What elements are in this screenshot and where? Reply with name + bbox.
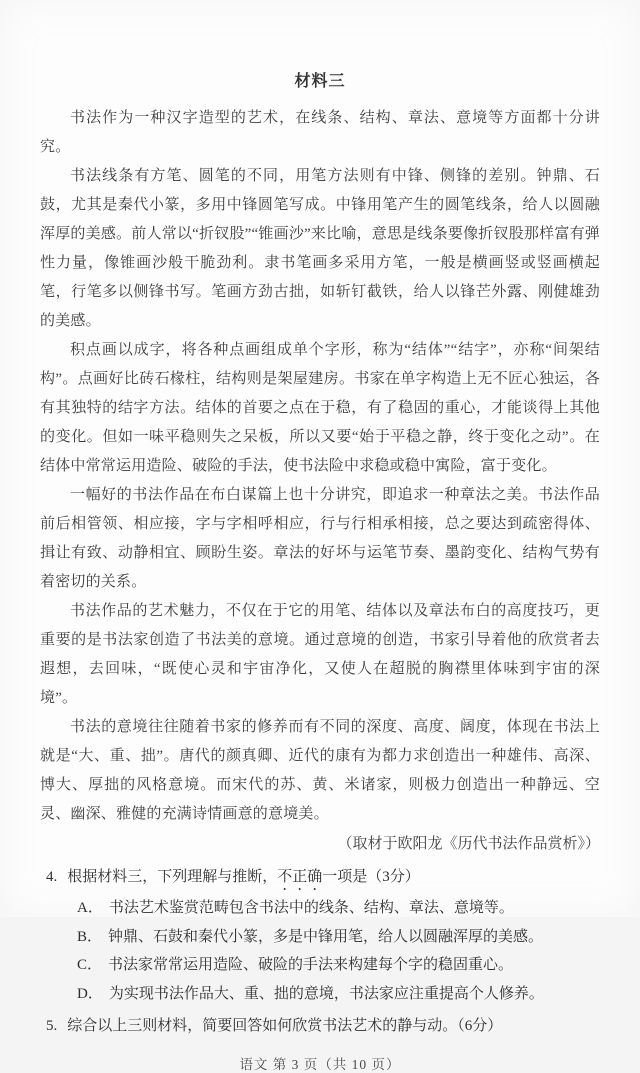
option-d-label: D． [77, 985, 103, 1002]
option-d-text: 为实现书法作品大、重、拙的意境，书法家应注重提高个人修养。 [108, 985, 544, 1002]
material-paragraph-4: 一幅好的书法作品在布白谋篇上也十分讲究，即追求一种章法之美。书法作品前后相管领、相应接，字与字相呼相应，行与行相承相接，总之要达到疏密得体、揖让有致、动静相宜、顾盼生姿。章法的好坏与运笔节奏、墨韵变化、结构气势有着密切的关系。 [40, 487, 600, 590]
question-5-number: 5. [46, 1018, 58, 1034]
option-a-label: A． [77, 900, 103, 916]
option-c-text: 书法家常常运用造险、破险的手法来构建每个字的稳固重心。 [108, 957, 514, 973]
material-paragraph-2: 书法线条有方笔、圆笔的不同，用笔方法则有中锋、侧锋的差别。钟鼎、石鼓，尤其是秦代小篆，多用中锋圆笔写成。中锋用笔产生的圆笔线条，给人以圆融浑厚的美感。前人常以“折钗股”“锥画沙”来比喻，意思是线条要像折钗股那样富有弹性力量，像锥画沙般干脆劲利。隶书笔画多采用方笔，一般是横画竖或竖画横起笔，行笔多以侧锋书写。笔画方劲古拙，如斩钉截铁，给人以锋芒外露、刚健雄劲的美感。 [40, 168, 600, 329]
source-attribution: （取材于欧阳龙《历代书法作品赏析》） [337, 836, 600, 852]
material-paragraph-1: 书法作为一种汉字造型的艺术，在线条、结构、章法、意境等方面都十分讲究。 [40, 110, 600, 155]
question-4-stem [40, 863, 600, 894]
question-4-option-d [40, 980, 600, 1009]
question-4 [40, 863, 600, 1008]
material-paragraph-5: 书法作品的艺术魅力，不仅在于它的用笔、结体以及章法布白的高度技巧，更重要的是书法家创造了书法美的意境。通过意境的创造，书家引导着他的欣赏者去遐想，去回味，“既使心灵和宇宙净化，又使人在超脱的胸襟里体味到宇宙的深境”。 [40, 603, 600, 706]
question-5-text: 综合以上三则材料，简要回答如何欣赏书法艺术的静与动。（6分） [67, 1018, 503, 1034]
question-4-option-a [40, 894, 600, 923]
option-a-text: 书法艺术鉴赏范畴包含书法中的线条、结构、章法、意境等。 [108, 900, 514, 916]
page-footer: 语文 第 3 页（共 10 页） [239, 1057, 401, 1072]
question-4-number: 4. [46, 869, 58, 885]
option-b-text: 钟鼎、石鼓和秦代小篆，多是中锋用笔，给人以圆融浑厚的美感。 [108, 928, 544, 945]
option-c-label: C． [77, 957, 103, 973]
material-title: 材料三 [294, 73, 346, 90]
question-4-option-b [40, 923, 600, 952]
question-4-option-c [40, 951, 600, 980]
question-4-stem-post: 一项是（3分） [322, 869, 420, 885]
question-4-stem-emphasis: 不正确 [277, 869, 323, 885]
question-4-stem-pre: 根据材料三，下列理解与推断， [67, 869, 278, 885]
material-paragraph-3: 积点画以成字，将各种点画组成单个字形，称为“结体”“结字”，亦称“间架结构”。点画好比砖石椽柱，结构则是架屋建房。书家在单字构造上无不匠心独运，各有其独特的结字方法。结体的首要之点在于稳，有了稳固的重心，才能谈得上其他的变化。但如一味平稳则失之呆板，所以又要“始于平稳之静，终于变化之动”。在结体中常常运用造险、破险的手法，使书法险中求稳或稳中寓险，富于变化。 [40, 342, 600, 474]
option-b-label: B． [77, 928, 103, 945]
material-paragraph-6: 书法的意境往往随着书家的修养而有不同的深度、高度、阔度，体现在书法上就是“大、重、拙”。唐代的颜真卿、近代的康有为都力求创造出一种雄伟、高深、博大、厚拙的风格意境。而宋代的苏、黄、米诸家，则极力创造出一种静远、空灵、幽深、雅健的充满诗情画意的意境美。 [40, 719, 600, 822]
question-5-stem [40, 1012, 600, 1041]
question-5 [40, 1012, 600, 1041]
